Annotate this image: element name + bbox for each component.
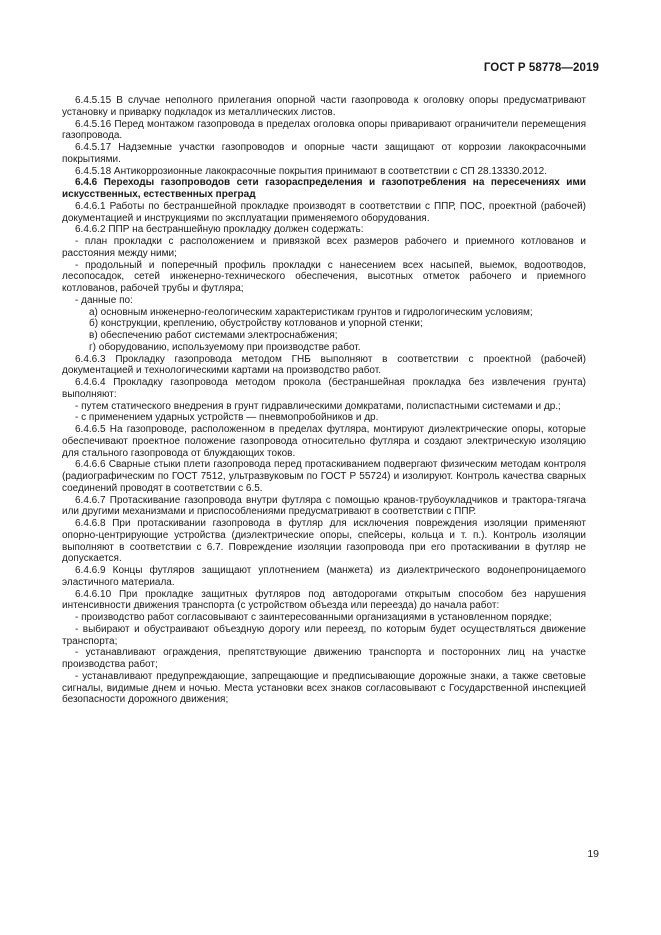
list-item: - с применением ударных устройств — пневмопробойников и др. (75, 412, 379, 424)
sub-list-item: в) обеспечению работ системами электроснабжения; (89, 330, 338, 341)
list-item: - выбирают и обустраивают объездную дорогу или переезд, по которым будет осуществляться движение транспорта; (62, 623, 586, 647)
list-item: - устанавливают предупреждающие, запрещающие и предписывающие дорожные знаки, а также световые сигналы, видимые днем и ночью. Места установки всех знаков согласовывают с Государственной инспекцией безопасности дорожного движения; (62, 670, 586, 706)
sub-list-item: г) оборудованию, используемому при производстве работ. (89, 341, 361, 353)
list-item: - продольный и поперечный профиль прокладки с нанесением всех насыпей, выемок, водоотводов, лесопосадок, сетей инженерно-технического обеспечения, высотных отметок рабочего и приемного котлованов, рабочей трубы и футляра; (62, 259, 586, 294)
list-item: - устанавливают ограждения, препятствующие движению транспорта и посторонних лиц на участке производства работ; (62, 647, 586, 670)
paragraph: 6.4.6.7 Протаскивание газопровода внутри футляра с помощью кранов-трубоукладчиков и трактора-тягача или другими механизмами и приспособлениями предусматривают в соответствии с ППР. (62, 494, 586, 518)
section-heading: 6.4.6 Переходы газопроводов сети газораспределения и газопотребления на пересечениях ими искусственных, естественных преград (62, 177, 586, 200)
document-header-id: ГОСТ Р 58778—2019 (483, 62, 599, 74)
paragraph: 6.4.6.10 При прокладке защитных футляров под автодорогами открытым способом без нарушения интенсивности движения транспорта (с устройством объезда или переезда) до начала работ: (62, 588, 586, 612)
paragraph: 6.4.6.1 Работы по бестраншейной прокладке производят в соответствии с ППР, ПОС, проектной (рабочей) документацией и инструкциями по эксплуатации применяемого оборудования. (62, 200, 586, 224)
paragraph: 6.4.6.9 Концы футляров защищают уплотнением (манжета) из диэлектрического водонепроницаемого эластичного материала. (62, 565, 586, 588)
sub-list-item: б) конструкции, креплению, обустройству котлованов и упорной стенки; (89, 318, 423, 330)
document-body (62, 95, 586, 706)
sub-list-item: а) основным инженерно-геологическим характеристикам грунтов и гидрологическим условиям; (89, 306, 533, 318)
list-item: - данные по: (75, 294, 133, 306)
paragraph: 6.4.6.3 Прокладку газопровода методом ГНБ выполняют в соответствии с проектной (рабочей) документацией и технологическими картами на производство работ. (62, 353, 586, 377)
paragraph: 6.4.6.5 На газопроводе, расположенном в пределах футляра, монтируют диэлектрические опоры, которые обеспечивают проектное положение газопровода относительно футляра и создают электрическую изоляцию для стального газопровода от блуждающих токов. (62, 424, 586, 459)
paragraph: 6.4.5.18 Антикоррозионные лакокрасочные покрытия принимают в соответствии с СП 28.13330.2012. (75, 165, 547, 177)
paragraph: 6.4.6.2 ППР на бестраншейную прокладку должен содержать: (75, 224, 364, 236)
paragraph: 6.4.6.4 Прокладку газопровода методом прокола (бестраншейная прокладка без извлечения грунта) выполняют: (62, 377, 586, 400)
paragraph: 6.4.6.8 При протаскивании газопровода в футляр для исключения повреждения изоляции применяют опорно-центрирующие устройства (диэлектрические опоры, спейсеры, кольца и т. п.). Контроль изоляции выполняют в соответствии с 6.7. Повреждение изоляции газопровода при его протаскивании в футляр не допускается. (62, 518, 586, 565)
list-item: - план прокладки с расположением и привязкой всех размеров рабочего и приемного котлованов и расстояния между ними; (62, 236, 586, 259)
paragraph: 6.4.5.16 Перед монтажом газопровода в пределах оголовка опоры приваривают ограничители перемещения газопровода. (62, 118, 586, 142)
list-item: - путем статического внедрения в грунт гидравлическими домкратами, полиспастными системами и др.; (75, 400, 561, 412)
list-item: - производство работ согласовывают с заинтересованными организациями в установленном порядке; (75, 612, 552, 623)
page-number: 19 (587, 848, 599, 860)
paragraph: 6.4.5.15 В случае неполного прилегания опорной части газопровода к оголовку опоры предусматривают установку и приварку подкладок из металлических листов. (62, 95, 586, 118)
paragraph: 6.4.6.6 Сварные стыки плети газопровода перед протаскиванием подвергают физическим методам контроля (радиографическим по ГОСТ 7512, ультразвуковым по ГОСТ Р 55724) и изолируют. Контроль качества сварных соединений проводят в соответствии с 6.5. (62, 459, 586, 494)
paragraph: 6.4.5.17 Надземные участки газопроводов и опорные части защищают от коррозии лакокрасочными покрытиями. (62, 142, 586, 165)
